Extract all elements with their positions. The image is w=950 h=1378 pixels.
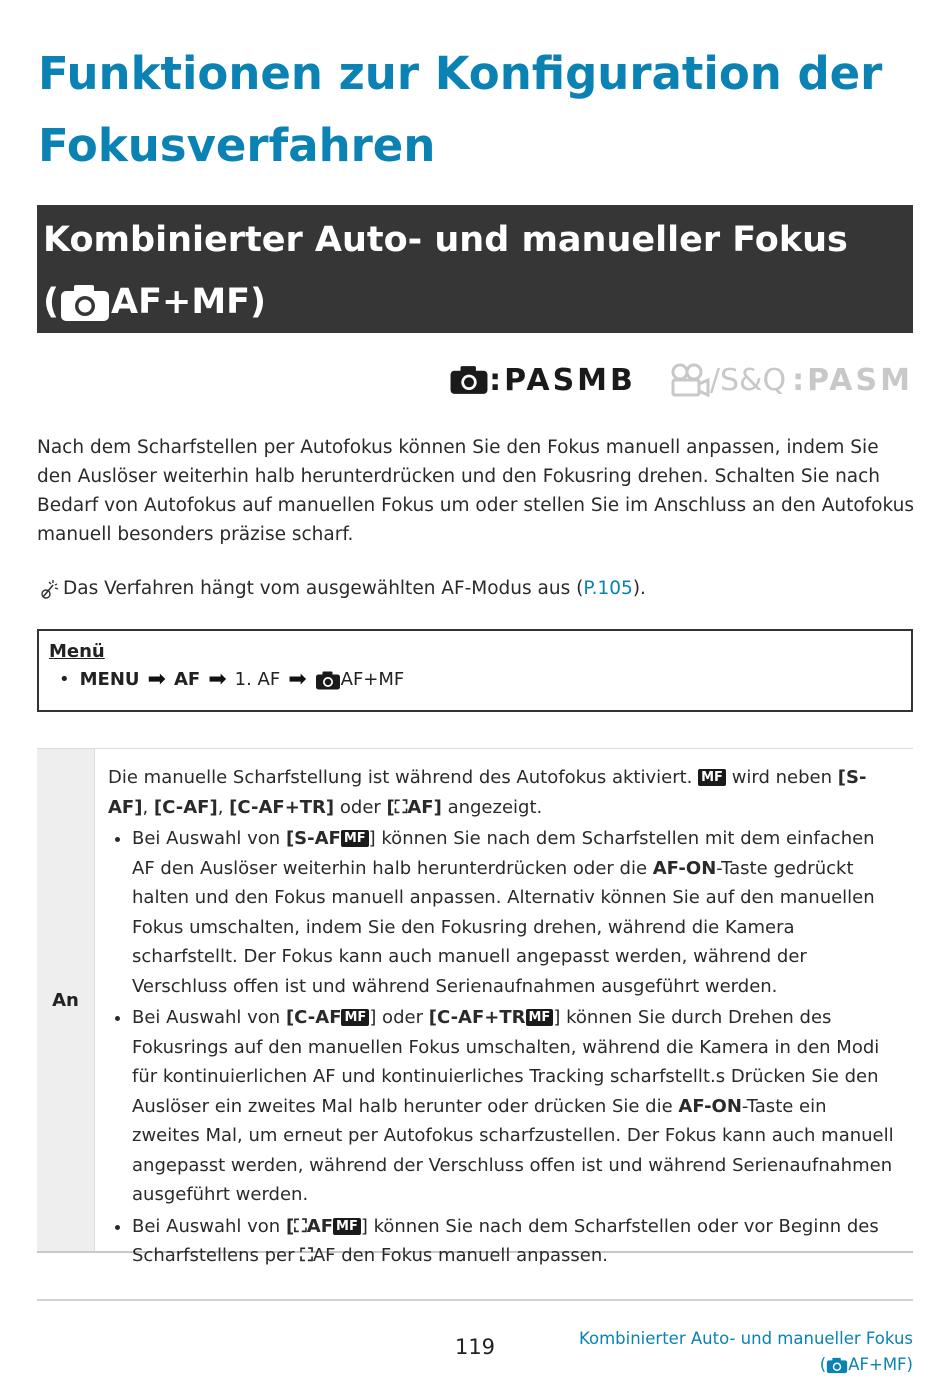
arrow-right-icon: ➡ — [288, 667, 307, 692]
menu-heading: Menü — [49, 641, 105, 662]
intro-text: Nach dem Scharfstellen per Autofokus können Sie den Fokus manuell anpassen, indem Sie den Auslöser weiterhin halb herunterdrücken und den Fokusring drehen. Schalten Sie nach Bedarf von Autofokus auf manuellen Fokus um oder stellen Sie im Anschluss an den Autofokus manuell besonders präzise scharf. — [37, 437, 914, 545]
star-af-icon: ⛶ — [394, 796, 408, 818]
menu-box — [37, 629, 913, 712]
footer-divider — [37, 1299, 913, 1301]
arrow-right-icon: ➡ — [208, 667, 227, 692]
page-title: Funktionen zur Konfiguration der Fokusverfahren — [38, 47, 883, 172]
option-key: An — [37, 749, 95, 1251]
mf-badge: MF — [341, 1009, 369, 1026]
mf-badge: MF — [698, 769, 726, 786]
option-summary: Die manuelle Scharfstellung ist während des Autofokus aktiviert. MF wird neben [S-AF], [C-AF], [C-AF+TR] oder [⛶AF] angezeigt. — [108, 767, 867, 818]
movie-modes: :PASM — [792, 362, 913, 398]
tip-text: Das Verfahren hängt vom ausgewählten AF-Modus aus ( — [63, 578, 584, 599]
menu-step-afmf: AF+MF — [340, 669, 405, 690]
shooting-modes — [449, 358, 913, 402]
section-title-line1: Kombinierter Auto- und manueller Fokus — [43, 220, 848, 260]
mf-badge: MF — [526, 1009, 554, 1026]
list-item: • Bei Auswahl von [⛶AF MF ] können Sie nach dem Scharfstellen oder vor Beginn des Scharfstellens per ⛶AF den Fokus manuell anpassen. — [132, 1212, 895, 1271]
sq-label: S&Q — [720, 362, 787, 398]
star-af-icon: ⛶ — [300, 1245, 313, 1266]
tip-note: Das Verfahren hängt vom ausgewählten AF-Modus aus ( P.105 ). — [37, 574, 917, 603]
option-bullets — [108, 824, 895, 1271]
tip-icon — [37, 577, 61, 601]
camera-icon — [449, 364, 489, 396]
page-link[interactable]: P.105 — [583, 578, 633, 599]
camera-icon — [59, 283, 111, 323]
option-table — [37, 748, 913, 1266]
page-number: 119 — [454, 1335, 496, 1359]
mf-badge: MF — [333, 1218, 361, 1235]
section-title-line2: ( AF+MF) — [43, 282, 267, 322]
menu-step-menu: MENU — [79, 669, 140, 690]
still-modes: :PASMB — [489, 362, 636, 398]
menu-step-af: AF — [173, 669, 201, 690]
movie-separator: / — [709, 362, 721, 398]
footer-section-link[interactable]: Kombinierter Auto- und manueller Fokus ( AF+MF) — [579, 1329, 913, 1374]
menu-step-1af: 1. AF — [234, 669, 281, 690]
star-af-icon: ⛶ — [294, 1215, 307, 1237]
arrow-right-icon: ➡ — [147, 667, 166, 692]
option-description — [95, 749, 913, 1266]
camera-icon — [315, 670, 341, 691]
section-header — [37, 205, 913, 333]
list-item: • Bei Auswahl von [C-AF MF ] oder [C-AF+TR MF ] können Sie durch Drehen des Fokusrings auf den manuellen Fokus umschalten, während die Kamera in den Modi für kontinuierlichen AF und kontinuierliches Tracking scharfstellt.s Drücken Sie den Auslöser ein zweites Mal halb herunter oder drücken Sie die AF-ON-Taste ein zweites Mal, um erneut per Autofokus scharfzustellen. Der Fokus kann auch manuell angepasst werden, während der Verschluss offen ist und während Serienaufnahmen ausgeführt werden. — [132, 1003, 895, 1210]
mf-badge: MF — [341, 830, 369, 847]
menu-path: • MENU ➡ AF ➡ 1. AF ➡ AF+MF — [49, 665, 901, 695]
camera-icon — [826, 1357, 848, 1374]
movie-camera-icon — [670, 363, 710, 397]
list-item: • Bei Auswahl von [S-AF MF ] können Sie nach dem Scharfstellen mit dem einfachen AF den Auslöser weiterhin halb herunterdrücken oder die AF-ON-Taste gedrückt halten und den Fokus manuell anpassen. Alternativ können Sie auf den manuellen Fokus umschalten, indem Sie den Fokusring drehen, während die Kamera scharfstellt. Der Fokus kann auch manuell angepasst werden, während der Verschluss offen ist und während Serienaufnahmen ausgeführt werden. — [132, 824, 895, 1001]
